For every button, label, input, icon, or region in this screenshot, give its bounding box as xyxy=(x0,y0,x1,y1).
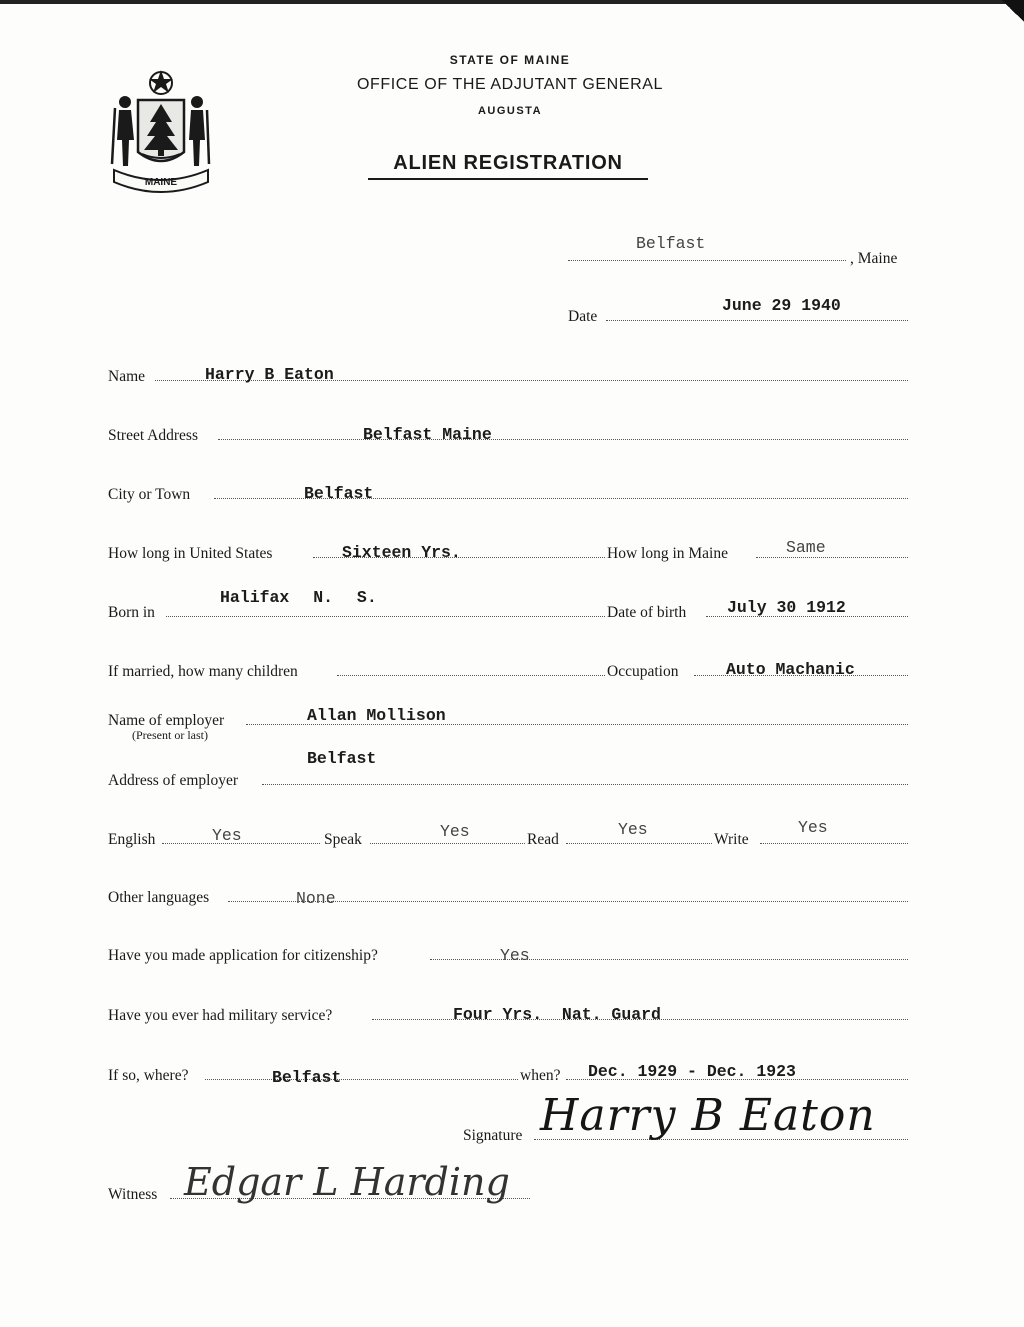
place-town-value: Belfast xyxy=(636,234,706,253)
where-label: If so, where? xyxy=(108,1067,189,1084)
english-label: English xyxy=(108,831,156,848)
city-label: City or Town xyxy=(108,486,191,503)
date-value: June 29 1940 xyxy=(722,296,841,315)
employer-address-label: Address of employer xyxy=(108,772,238,789)
place-state-label: , Maine xyxy=(850,250,898,267)
citizenship-label: Have you made application for citizenship? xyxy=(108,947,378,964)
date-label: Date xyxy=(568,308,598,325)
state-heading: STATE OF MAINE xyxy=(449,53,571,67)
years-maine-value: Same xyxy=(786,538,826,557)
street-line xyxy=(218,439,908,440)
maine-state-seal-icon xyxy=(108,66,214,194)
employer-address-value: Belfast xyxy=(307,749,377,768)
years-maine-label: How long in Maine xyxy=(607,545,728,562)
form-title: ALIEN REGISTRATION xyxy=(368,152,648,180)
read-label: Read xyxy=(527,831,559,848)
other-languages-label: Other languages xyxy=(108,889,210,906)
where-value: Belfast xyxy=(272,1068,342,1087)
born-label: Born in xyxy=(108,604,155,621)
english-value: Yes xyxy=(212,826,242,845)
seal-motto: MAINE xyxy=(144,177,178,188)
city-value: Belfast xyxy=(304,484,374,503)
read-value: Yes xyxy=(618,820,648,839)
children-label: If married, how many children xyxy=(108,663,298,680)
dob-label: Date of birth xyxy=(607,604,687,621)
scan-border xyxy=(0,0,1024,4)
when-label: when? xyxy=(520,1067,561,1084)
employer-sublabel: (Present or last) xyxy=(132,728,208,742)
dob-value: July 30 1912 xyxy=(727,598,846,617)
other-languages-value: None xyxy=(296,889,336,908)
years-maine-line xyxy=(756,557,908,558)
years-us-label: How long in United States xyxy=(108,545,273,562)
occupation-value: Auto Machanic xyxy=(726,660,855,679)
city-heading: AUGUSTA xyxy=(477,105,543,117)
employer-label: Name of employer xyxy=(108,712,225,729)
military-label: Have you ever had military service? xyxy=(108,1007,333,1024)
name-label: Name xyxy=(108,368,146,385)
speak-value: Yes xyxy=(440,822,470,841)
office-heading: OFFICE OF THE ADJUTANT GENERAL xyxy=(356,76,664,93)
when-value: Dec. 1929 - Dec. 1923 xyxy=(588,1062,796,1081)
write-label: Write xyxy=(714,831,749,848)
street-value: Belfast Maine xyxy=(363,425,492,444)
children-line xyxy=(337,675,605,676)
witness-label: Witness xyxy=(108,1186,158,1203)
employer-address-line xyxy=(262,784,908,785)
speak-label: Speak xyxy=(324,831,362,848)
name-value: Harry B Eaton xyxy=(205,365,334,384)
place-town-line xyxy=(568,260,846,261)
witness-value: Edgar L Harding xyxy=(184,1160,510,1204)
signature-label: Signature xyxy=(463,1127,523,1144)
where-line xyxy=(205,1079,518,1080)
date-line xyxy=(606,320,908,321)
occupation-label: Occupation xyxy=(607,663,679,680)
signature-value: Harry B Eaton xyxy=(540,1090,876,1141)
years-us-value: Sixteen Yrs. xyxy=(342,543,461,562)
write-value: Yes xyxy=(798,818,828,837)
employer-value: Allan Mollison xyxy=(307,706,446,725)
born-value: Halifax N. S. xyxy=(220,588,377,607)
speak-line xyxy=(370,843,525,844)
street-label: Street Address xyxy=(108,427,198,444)
military-value: Four Yrs. Nat. Guard xyxy=(453,1005,661,1024)
scan-corner xyxy=(1002,0,1024,22)
write-line xyxy=(760,843,908,844)
citizenship-value: Yes xyxy=(500,946,530,965)
born-line xyxy=(166,616,605,617)
read-line xyxy=(566,843,712,844)
